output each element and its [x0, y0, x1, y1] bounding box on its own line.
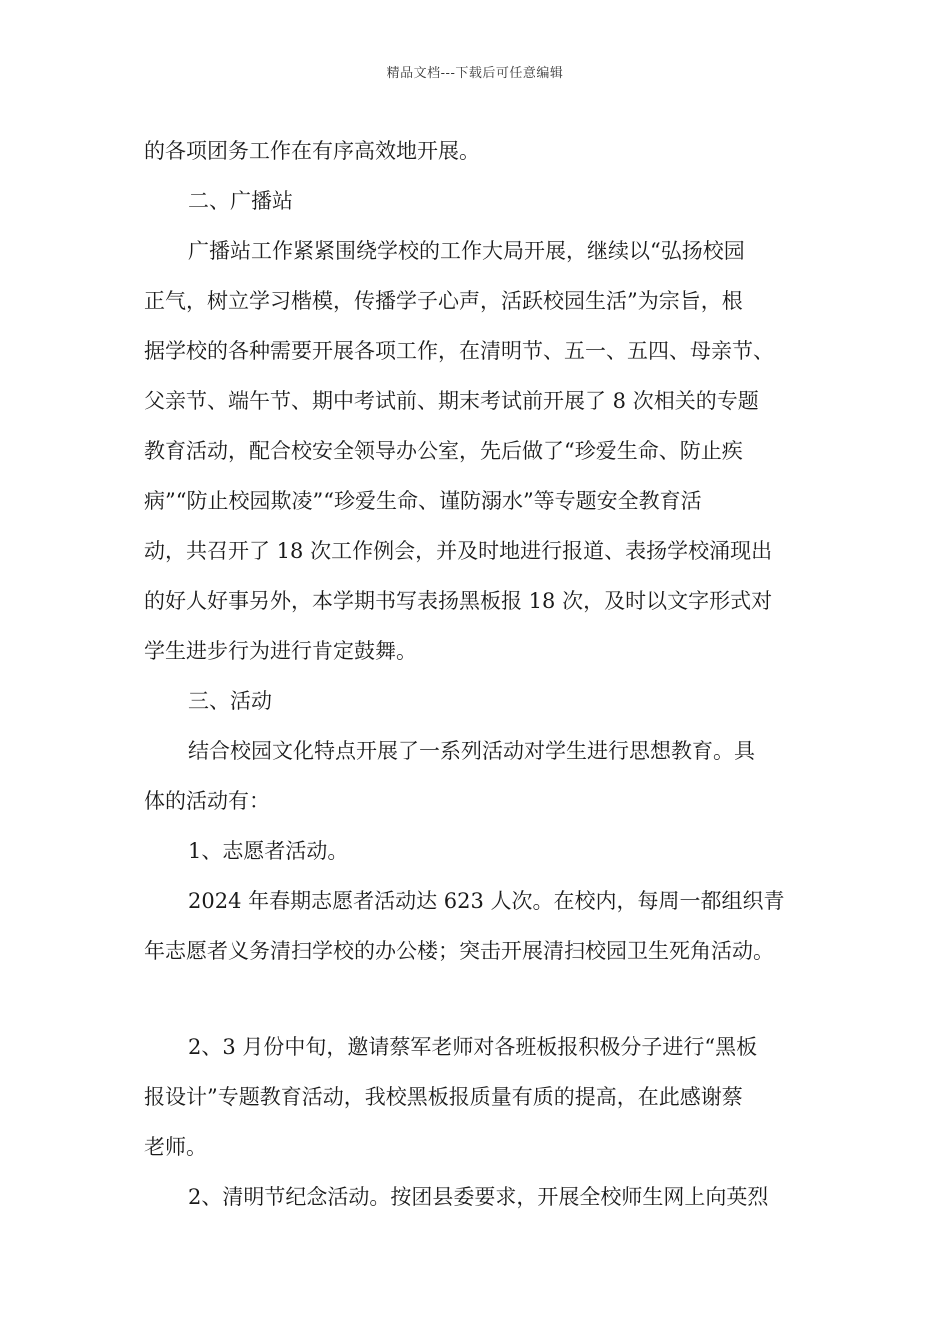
paragraph-line: 动，共召开了 18 次工作例会，并及时地进行报道、表扬学校涌现出 — [144, 539, 773, 563]
paragraph-gap — [144, 976, 808, 1022]
list-item-heading: 1、志愿者活动。 — [188, 839, 349, 863]
paragraph-line: 结合校园文化特点开展了一系列活动对学生进行思想教育。具 — [188, 739, 755, 763]
paragraph-line: 病”“防止校园欺凌”“珍爱生命、谨防溺水”等专题安全教育活 — [144, 489, 702, 513]
paragraph-line: 教育活动，配合校安全领导办公室，先后做了“珍爱生命、防止疾 — [144, 439, 743, 463]
section-heading-activities: 三、活动 — [188, 689, 272, 713]
paragraph-line: 年志愿者义务清扫学校的办公楼；突击开展清扫校园卫生死角活动。 — [144, 939, 774, 963]
paragraph-line: 2024 年春期志愿者活动达 623 人次。在校内，每周一都组织青 — [188, 889, 785, 913]
page-header: 精品文档---下载后可任意编辑 — [386, 66, 564, 81]
section-heading-broadcast: 二、广播站 — [188, 189, 293, 213]
paragraph-line: 学生进步行为进行肯定鼓舞。 — [144, 639, 417, 663]
document-body — [144, 126, 808, 1222]
paragraph-line: 的各项团务工作在有序高效地开展。 — [144, 139, 480, 163]
paragraph-line: 报设计”专题教育活动，我校黑板报质量有质的提高，在此感谢蔡 — [144, 1085, 743, 1109]
paragraph-line: 广播站工作紧紧围绕学校的工作大局开展，继续以“弘扬校园 — [188, 239, 745, 263]
paragraph-line: 父亲节、端午节、期中考试前、期末考试前开展了 8 次相关的专题 — [144, 389, 759, 413]
paragraph-line: 老师。 — [144, 1135, 207, 1159]
paragraph-line: 据学校的各种需要开展各项工作，在清明节、五一、五四、母亲节、 — [144, 339, 774, 363]
paragraph-line: 正气，树立学习楷模，传播学子心声，活跃校园生活”为宗旨，根 — [144, 289, 743, 313]
paragraph-line: 2、3 月份中旬，邀请蔡军老师对各班板报积极分子进行“黑板 — [188, 1035, 758, 1059]
paragraph-line: 的好人好事另外，本学期书写表扬黑板报 18 次，及时以文字形式对 — [144, 589, 773, 613]
paragraph-line: 体的活动有： — [144, 789, 270, 813]
paragraph-line: 2、清明节纪念活动。按团县委要求，开展全校师生网上向英烈 — [188, 1185, 769, 1209]
